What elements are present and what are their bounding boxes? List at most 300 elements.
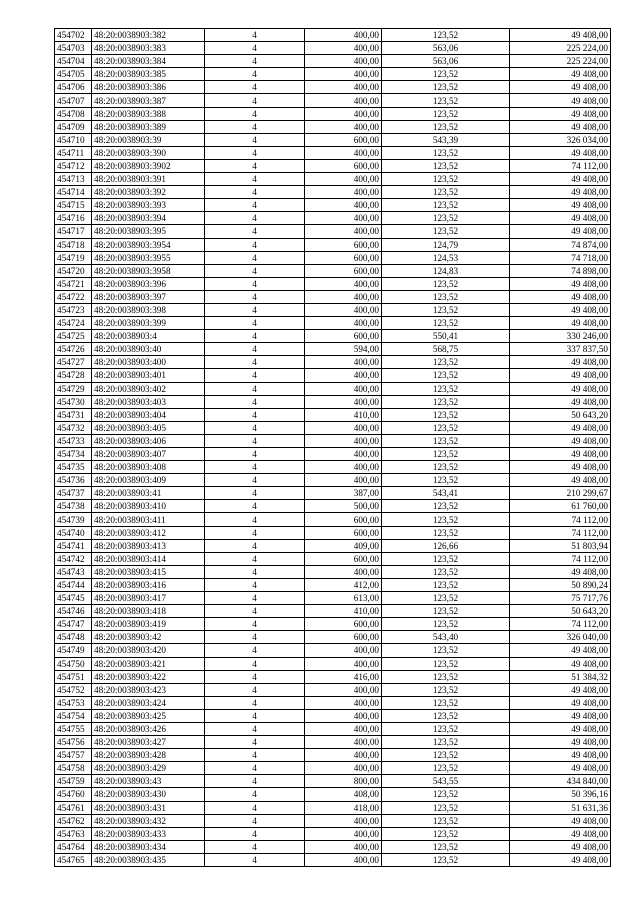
value-cell: 49 408,00	[510, 94, 611, 107]
area-cell: 400,00	[305, 94, 382, 107]
cadastral-number-cell: 48:20:0038903:407	[92, 448, 205, 461]
row-number-cell: 454752	[55, 683, 92, 696]
category-cell: 4	[205, 212, 305, 225]
value-cell: 337 837,50	[510, 343, 611, 356]
row-number-cell: 454721	[55, 277, 92, 290]
row-number-cell: 454742	[55, 552, 92, 565]
rate-cell: 543,41	[382, 487, 510, 500]
cadastral-number-cell: 48:20:0038903:393	[92, 199, 205, 212]
cadastral-number-cell: 48:20:0038903:383	[92, 42, 205, 55]
cadastral-number-cell: 48:20:0038903:426	[92, 722, 205, 735]
cadastral-number-cell: 48:20:0038903:382	[92, 29, 205, 42]
table-row	[55, 356, 611, 369]
area-cell: 400,00	[305, 212, 382, 225]
cadastral-number-cell: 48:20:0038903:404	[92, 408, 205, 421]
category-cell: 4	[205, 827, 305, 840]
area-cell: 600,00	[305, 251, 382, 264]
category-cell: 4	[205, 657, 305, 670]
area-cell: 400,00	[305, 736, 382, 749]
value-cell: 49 408,00	[510, 369, 611, 382]
row-number-cell: 454764	[55, 840, 92, 853]
row-number-cell: 454730	[55, 395, 92, 408]
value-cell: 74 112,00	[510, 552, 611, 565]
table-row	[55, 81, 611, 94]
row-number-cell: 454731	[55, 408, 92, 421]
table-row	[55, 565, 611, 578]
rate-cell: 550,41	[382, 330, 510, 343]
row-number-cell: 454713	[55, 173, 92, 186]
row-number-cell: 454727	[55, 356, 92, 369]
table-row	[55, 618, 611, 631]
value-cell: 49 408,00	[510, 814, 611, 827]
area-cell: 400,00	[305, 173, 382, 186]
cadastral-number-cell: 48:20:0038903:423	[92, 683, 205, 696]
value-cell: 49 408,00	[510, 290, 611, 303]
row-number-cell: 454705	[55, 68, 92, 81]
table-row	[55, 788, 611, 801]
category-cell: 4	[205, 552, 305, 565]
row-number-cell: 454762	[55, 814, 92, 827]
category-cell: 4	[205, 343, 305, 356]
row-number-cell: 454757	[55, 749, 92, 762]
rate-cell: 123,52	[382, 290, 510, 303]
category-cell: 4	[205, 722, 305, 735]
value-cell: 51 631,36	[510, 801, 611, 814]
area-cell: 400,00	[305, 814, 382, 827]
cadastral-number-cell: 48:20:0038903:427	[92, 736, 205, 749]
cadastral-number-cell: 48:20:0038903:400	[92, 356, 205, 369]
rate-cell: 123,52	[382, 722, 510, 735]
rate-cell: 123,52	[382, 657, 510, 670]
category-cell: 4	[205, 81, 305, 94]
cadastral-number-cell: 48:20:0038903:432	[92, 814, 205, 827]
cadastral-number-cell: 48:20:0038903:399	[92, 317, 205, 330]
value-cell: 49 408,00	[510, 565, 611, 578]
row-number-cell: 454726	[55, 343, 92, 356]
value-cell: 49 408,00	[510, 696, 611, 709]
table-row	[55, 552, 611, 565]
rate-cell: 123,52	[382, 212, 510, 225]
value-cell: 49 408,00	[510, 853, 611, 866]
row-number-cell: 454725	[55, 330, 92, 343]
category-cell: 4	[205, 356, 305, 369]
rate-cell: 123,52	[382, 382, 510, 395]
table-row	[55, 186, 611, 199]
row-number-cell: 454723	[55, 303, 92, 316]
row-number-cell: 454732	[55, 421, 92, 434]
value-cell: 49 408,00	[510, 68, 611, 81]
row-number-cell: 454712	[55, 159, 92, 172]
row-number-cell: 454756	[55, 736, 92, 749]
area-cell: 410,00	[305, 408, 382, 421]
area-cell: 600,00	[305, 264, 382, 277]
value-cell: 330 246,00	[510, 330, 611, 343]
table-row	[55, 709, 611, 722]
rate-cell: 123,52	[382, 683, 510, 696]
rate-cell: 123,52	[382, 434, 510, 447]
table-row	[55, 120, 611, 133]
row-number-cell: 454702	[55, 29, 92, 42]
category-cell: 4	[205, 644, 305, 657]
category-cell: 4	[205, 840, 305, 853]
value-cell: 74 112,00	[510, 513, 611, 526]
row-number-cell: 454744	[55, 578, 92, 591]
rate-cell: 123,52	[382, 68, 510, 81]
area-cell: 400,00	[305, 565, 382, 578]
cadastral-number-cell: 48:20:0038903:408	[92, 461, 205, 474]
value-cell: 74 898,00	[510, 264, 611, 277]
table-row	[55, 238, 611, 251]
table-row	[55, 107, 611, 120]
rate-cell: 123,52	[382, 526, 510, 539]
cadastral-number-cell: 48:20:0038903:405	[92, 421, 205, 434]
category-cell: 4	[205, 277, 305, 290]
area-cell: 400,00	[305, 683, 382, 696]
area-cell: 400,00	[305, 68, 382, 81]
table-row	[55, 526, 611, 539]
area-cell: 400,00	[305, 853, 382, 866]
value-cell: 49 408,00	[510, 709, 611, 722]
row-number-cell: 454753	[55, 696, 92, 709]
category-cell: 4	[205, 251, 305, 264]
cadastral-number-cell: 48:20:0038903:422	[92, 670, 205, 683]
rate-cell: 563,06	[382, 42, 510, 55]
row-number-cell: 454720	[55, 264, 92, 277]
rate-cell: 123,52	[382, 814, 510, 827]
category-cell: 4	[205, 225, 305, 238]
value-cell: 49 408,00	[510, 317, 611, 330]
category-cell: 4	[205, 578, 305, 591]
cadastral-number-cell: 48:20:0038903:390	[92, 146, 205, 159]
value-cell: 49 408,00	[510, 173, 611, 186]
category-cell: 4	[205, 55, 305, 68]
row-number-cell: 454716	[55, 212, 92, 225]
rate-cell: 123,52	[382, 474, 510, 487]
cadastral-number-cell: 48:20:0038903:424	[92, 696, 205, 709]
area-cell: 400,00	[305, 434, 382, 447]
table-row	[55, 212, 611, 225]
area-cell: 400,00	[305, 55, 382, 68]
value-cell: 49 408,00	[510, 683, 611, 696]
rate-cell: 123,52	[382, 120, 510, 133]
value-cell: 49 408,00	[510, 474, 611, 487]
table-row	[55, 29, 611, 42]
category-cell: 4	[205, 736, 305, 749]
rate-cell: 123,52	[382, 500, 510, 513]
table-row	[55, 303, 611, 316]
rate-cell: 123,52	[382, 94, 510, 107]
table-row	[55, 592, 611, 605]
rate-cell: 123,52	[382, 421, 510, 434]
area-cell: 600,00	[305, 552, 382, 565]
value-cell: 49 408,00	[510, 762, 611, 775]
table-row	[55, 827, 611, 840]
value-cell: 49 408,00	[510, 461, 611, 474]
value-cell: 225 224,00	[510, 55, 611, 68]
cadastral-number-cell: 48:20:0038903:403	[92, 395, 205, 408]
category-cell: 4	[205, 303, 305, 316]
value-cell: 49 408,00	[510, 303, 611, 316]
rate-cell: 123,52	[382, 513, 510, 526]
rate-cell: 543,40	[382, 631, 510, 644]
category-cell: 4	[205, 683, 305, 696]
table-row	[55, 369, 611, 382]
value-cell: 50 643,20	[510, 605, 611, 618]
table-row	[55, 461, 611, 474]
cadastral-table	[54, 28, 611, 867]
table-row	[55, 133, 611, 146]
area-cell: 400,00	[305, 657, 382, 670]
value-cell: 49 408,00	[510, 657, 611, 670]
cadastral-number-cell: 48:20:0038903:385	[92, 68, 205, 81]
row-number-cell: 454763	[55, 827, 92, 840]
category-cell: 4	[205, 408, 305, 421]
cadastral-number-cell: 48:20:0038903:414	[92, 552, 205, 565]
value-cell: 49 408,00	[510, 107, 611, 120]
cadastral-number-cell: 48:20:0038903:4	[92, 330, 205, 343]
area-cell: 600,00	[305, 618, 382, 631]
area-cell: 400,00	[305, 199, 382, 212]
area-cell: 400,00	[305, 290, 382, 303]
row-number-cell: 454739	[55, 513, 92, 526]
value-cell: 49 408,00	[510, 212, 611, 225]
rate-cell: 123,52	[382, 749, 510, 762]
category-cell: 4	[205, 775, 305, 788]
area-cell: 400,00	[305, 120, 382, 133]
rate-cell: 123,52	[382, 199, 510, 212]
row-number-cell: 454710	[55, 133, 92, 146]
row-number-cell: 454747	[55, 618, 92, 631]
category-cell: 4	[205, 330, 305, 343]
table-row	[55, 330, 611, 343]
category-cell: 4	[205, 369, 305, 382]
category-cell: 4	[205, 500, 305, 513]
row-number-cell: 454754	[55, 709, 92, 722]
area-cell: 613,00	[305, 592, 382, 605]
table-row	[55, 840, 611, 853]
rate-cell: 123,52	[382, 369, 510, 382]
table-row	[55, 42, 611, 55]
cadastral-number-cell: 48:20:0038903:395	[92, 225, 205, 238]
row-number-cell: 454733	[55, 434, 92, 447]
category-cell: 4	[205, 696, 305, 709]
cadastral-number-cell: 48:20:0038903:39	[92, 133, 205, 146]
category-cell: 4	[205, 42, 305, 55]
rate-cell: 123,52	[382, 395, 510, 408]
table-row	[55, 173, 611, 186]
cadastral-number-cell: 48:20:0038903:418	[92, 605, 205, 618]
table-row	[55, 722, 611, 735]
category-cell: 4	[205, 68, 305, 81]
row-number-cell: 454707	[55, 94, 92, 107]
area-cell: 408,00	[305, 788, 382, 801]
value-cell: 49 408,00	[510, 840, 611, 853]
category-cell: 4	[205, 159, 305, 172]
area-cell: 400,00	[305, 369, 382, 382]
rate-cell: 123,52	[382, 356, 510, 369]
area-cell: 409,00	[305, 539, 382, 552]
category-cell: 4	[205, 461, 305, 474]
category-cell: 4	[205, 264, 305, 277]
cadastral-number-cell: 48:20:0038903:431	[92, 801, 205, 814]
value-cell: 49 408,00	[510, 146, 611, 159]
category-cell: 4	[205, 788, 305, 801]
table-row	[55, 343, 611, 356]
category-cell: 4	[205, 801, 305, 814]
row-number-cell: 454709	[55, 120, 92, 133]
table-row	[55, 762, 611, 775]
table-row	[55, 199, 611, 212]
cadastral-number-cell: 48:20:0038903:394	[92, 212, 205, 225]
rate-cell: 123,52	[382, 461, 510, 474]
rate-cell: 124,53	[382, 251, 510, 264]
table-row	[55, 749, 611, 762]
area-cell: 600,00	[305, 133, 382, 146]
area-cell: 600,00	[305, 526, 382, 539]
area-cell: 400,00	[305, 448, 382, 461]
value-cell: 326 040,00	[510, 631, 611, 644]
rate-cell: 123,52	[382, 788, 510, 801]
area-cell: 600,00	[305, 631, 382, 644]
cadastral-number-cell: 48:20:0038903:415	[92, 565, 205, 578]
table-row	[55, 94, 611, 107]
value-cell: 50 396,16	[510, 788, 611, 801]
area-cell: 400,00	[305, 303, 382, 316]
row-number-cell: 454755	[55, 722, 92, 735]
cadastral-number-cell: 48:20:0038903:391	[92, 173, 205, 186]
rate-cell: 123,52	[382, 670, 510, 683]
area-cell: 400,00	[305, 382, 382, 395]
value-cell: 49 408,00	[510, 827, 611, 840]
cadastral-number-cell: 48:20:0038903:411	[92, 513, 205, 526]
rate-cell: 543,39	[382, 133, 510, 146]
area-cell: 400,00	[305, 42, 382, 55]
rate-cell: 123,52	[382, 552, 510, 565]
rate-cell: 123,52	[382, 853, 510, 866]
row-number-cell: 454735	[55, 461, 92, 474]
cadastral-number-cell: 48:20:0038903:434	[92, 840, 205, 853]
area-cell: 400,00	[305, 827, 382, 840]
table-row	[55, 225, 611, 238]
table-row	[55, 814, 611, 827]
category-cell: 4	[205, 539, 305, 552]
value-cell: 49 408,00	[510, 421, 611, 434]
table-row	[55, 644, 611, 657]
row-number-cell: 454722	[55, 290, 92, 303]
area-cell: 400,00	[305, 395, 382, 408]
rate-cell: 568,75	[382, 343, 510, 356]
area-cell: 400,00	[305, 644, 382, 657]
area-cell: 400,00	[305, 146, 382, 159]
value-cell: 49 408,00	[510, 395, 611, 408]
rate-cell: 123,52	[382, 277, 510, 290]
value-cell: 51 803,94	[510, 539, 611, 552]
category-cell: 4	[205, 592, 305, 605]
row-number-cell: 454736	[55, 474, 92, 487]
table-row	[55, 500, 611, 513]
area-cell: 400,00	[305, 840, 382, 853]
rate-cell: 123,52	[382, 709, 510, 722]
category-cell: 4	[205, 382, 305, 395]
category-cell: 4	[205, 448, 305, 461]
row-number-cell: 454729	[55, 382, 92, 395]
row-number-cell: 454761	[55, 801, 92, 814]
rate-cell: 123,52	[382, 173, 510, 186]
rate-cell: 123,52	[382, 303, 510, 316]
cadastral-number-cell: 48:20:0038903:3902	[92, 159, 205, 172]
area-cell: 416,00	[305, 670, 382, 683]
table-row	[55, 382, 611, 395]
value-cell: 61 760,00	[510, 500, 611, 513]
table-row	[55, 474, 611, 487]
area-cell: 400,00	[305, 461, 382, 474]
table-row	[55, 513, 611, 526]
cadastral-number-cell: 48:20:0038903:421	[92, 657, 205, 670]
table-row	[55, 421, 611, 434]
cadastral-number-cell: 48:20:0038903:402	[92, 382, 205, 395]
table-row	[55, 408, 611, 421]
value-cell: 74 112,00	[510, 526, 611, 539]
area-cell: 400,00	[305, 317, 382, 330]
rate-cell: 123,52	[382, 801, 510, 814]
row-number-cell: 454711	[55, 146, 92, 159]
table-row	[55, 539, 611, 552]
rate-cell: 123,52	[382, 578, 510, 591]
area-cell: 500,00	[305, 500, 382, 513]
area-cell: 600,00	[305, 330, 382, 343]
area-cell: 400,00	[305, 722, 382, 735]
value-cell: 74 112,00	[510, 618, 611, 631]
cadastral-number-cell: 48:20:0038903:430	[92, 788, 205, 801]
value-cell: 49 408,00	[510, 722, 611, 735]
table-row	[55, 251, 611, 264]
value-cell: 49 408,00	[510, 29, 611, 42]
rate-cell: 123,52	[382, 644, 510, 657]
cadastral-number-cell: 48:20:0038903:398	[92, 303, 205, 316]
area-cell: 400,00	[305, 29, 382, 42]
value-cell: 49 408,00	[510, 644, 611, 657]
category-cell: 4	[205, 173, 305, 186]
cadastral-number-cell: 48:20:0038903:419	[92, 618, 205, 631]
category-cell: 4	[205, 290, 305, 303]
cadastral-number-cell: 48:20:0038903:40	[92, 343, 205, 356]
area-cell: 400,00	[305, 749, 382, 762]
area-cell: 594,00	[305, 343, 382, 356]
value-cell: 49 408,00	[510, 120, 611, 133]
row-number-cell: 454708	[55, 107, 92, 120]
cadastral-number-cell: 48:20:0038903:413	[92, 539, 205, 552]
cadastral-number-cell: 48:20:0038903:429	[92, 762, 205, 775]
cadastral-number-cell: 48:20:0038903:392	[92, 186, 205, 199]
rate-cell: 123,52	[382, 592, 510, 605]
rate-cell: 123,52	[382, 696, 510, 709]
cadastral-number-cell: 48:20:0038903:420	[92, 644, 205, 657]
row-number-cell: 454728	[55, 369, 92, 382]
cadastral-number-cell: 48:20:0038903:410	[92, 500, 205, 513]
rate-cell: 123,52	[382, 159, 510, 172]
row-number-cell: 454737	[55, 487, 92, 500]
area-cell: 600,00	[305, 513, 382, 526]
cadastral-number-cell: 48:20:0038903:435	[92, 853, 205, 866]
row-number-cell: 454758	[55, 762, 92, 775]
area-cell: 600,00	[305, 238, 382, 251]
value-cell: 49 408,00	[510, 277, 611, 290]
rate-cell: 123,52	[382, 225, 510, 238]
cadastral-number-cell: 48:20:0038903:388	[92, 107, 205, 120]
table-row	[55, 146, 611, 159]
cadastral-number-cell: 48:20:0038903:396	[92, 277, 205, 290]
category-cell: 4	[205, 853, 305, 866]
